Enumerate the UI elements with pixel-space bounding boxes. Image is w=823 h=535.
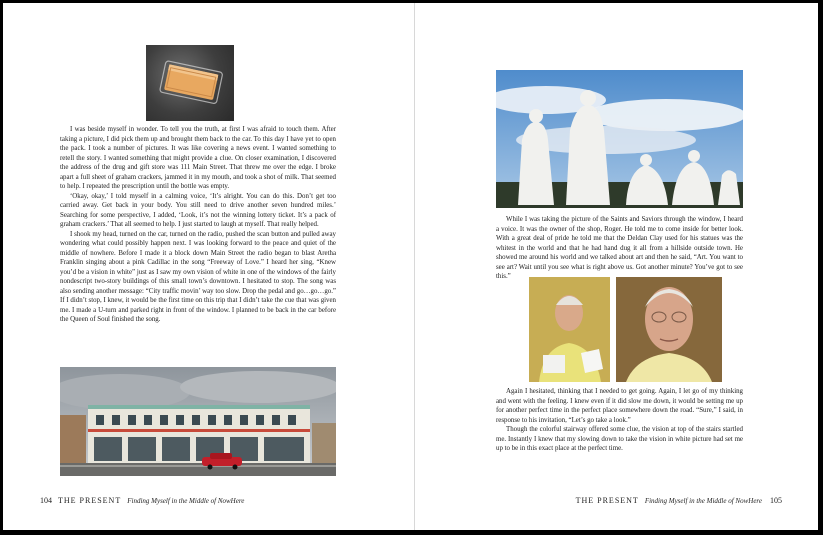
right-footer (570, 496, 782, 505)
portrait-illustration (529, 277, 610, 382)
section-title: THE PRESENT (575, 496, 639, 505)
paragraph: Again I hesitated, thinking that I needed to get going. Again, I let go of my thinking and went with the feeling. I knew even if it did slow me down, it would be setting me up for another perfect time in the perfect place somewhere down the road. “Sure,” I said, in response to his invitation, “Let’s go take a look.” (496, 388, 743, 424)
roger-portrait-closeup (616, 277, 722, 382)
left-body-text (60, 125, 336, 325)
paragraph: While I was taking the picture of the Saints and Saviors through the window, I heard a voice. It was the owner of the shop, Roger. He told me to come inside for better look. With a great deal of pride he told me that the Deldan Clay used for his statues was the whitest in the world and that he had hand dug it all from a hillside outside town. He showed me around his world and we talked about art and then he said, “Art. You want to see art? Wait until you see what is right above us. Got another minute? You’ve got to see this.” (496, 216, 743, 280)
statues-illustration (496, 70, 743, 208)
paragraph: ‘Okay, okay,’ I told myself in a calming voice, ‘It’s alright. You can do this. Don’t get too carried away. Get back in your body. You still need to drive another seven hundred miles.’ Searching for some perspective, I added, ‘Look, it’s not the winning lottery ticket. It’s a pack of graham crackers.’ That all seemed to help. I just started to laugh at myself. That really helped. (60, 192, 336, 228)
right-body-text-top (496, 215, 743, 282)
cracker-pack-icon (146, 45, 234, 121)
gutter (414, 3, 415, 530)
right-body-text-bottom (496, 387, 743, 454)
page-number: 105 (770, 496, 782, 505)
running-subtitle: Finding Myself in the Middle of NowHere (127, 497, 245, 505)
white-statues-photo (496, 70, 743, 208)
roger-portrait-smiling (529, 277, 610, 382)
section-title: THE PRESENT (58, 496, 122, 505)
paragraph: Though the colorful stairway offered some clue, the vision at top of the stairs startled me. Instantly I knew that my slowing down to take the vision in white picture had set me up to be in this exact place at the perfect time. (496, 426, 743, 452)
book-spread (3, 3, 818, 530)
paragraph: I shook my head, turned on the car, turned on the radio, pushed the scan button and pulled away wondering what could possibly happen next. I was looking forward to the peace and quiet of the middle of nowhere. Before I made it a block down Main Street the radio began to blast Aretha Franklin singing about a pink Cadillac in the song “Freeway of Love.” I heard her sing, “Knew you’d be a vision in white” just as I saw my own vision of white in one of the windows of the fairly nondescript two-story buildings of this small town’s downtown. I hesitated to stop. The song was also sending another message: “City traffic movin’ way too slow. Drop the pedal and go…go…go.” If I didn’t stop, I knew, it would be the first time on this trip that I didn’t take the cue that was given me. I made a U-turn and parked right in front of the window. I planned to be back in the car before the Queen of Soul finished the song. (60, 230, 336, 323)
graham-cracker-photo (146, 45, 234, 121)
page-number: 104 (40, 496, 52, 505)
portrait-illustration (616, 277, 722, 382)
running-subtitle: Finding Myself in the Middle of NowHere (644, 497, 762, 505)
main-street-building-photo (60, 367, 336, 476)
left-footer (40, 496, 244, 505)
paragraph: I was beside myself in wonder. To tell you the truth, at first I was afraid to touch them. After taking a picture, I did pick them up and brought them back to the car. To this day I have yet to open the pack. I took a number of pictures. It was like covering a news event. I wanted something to retell the story. I wanted something that might provide a clue. On closer examination, I discovered the address of the drug and gift store was 111 Main Street. That threw me over the edge. I broke apart a full sheet of graham crackers, jammed it in my mouth, and took a shot of milk. That seemed to help. I repeated the prescription until the bottle was empty. (60, 126, 336, 190)
storefront-illustration (60, 367, 336, 476)
